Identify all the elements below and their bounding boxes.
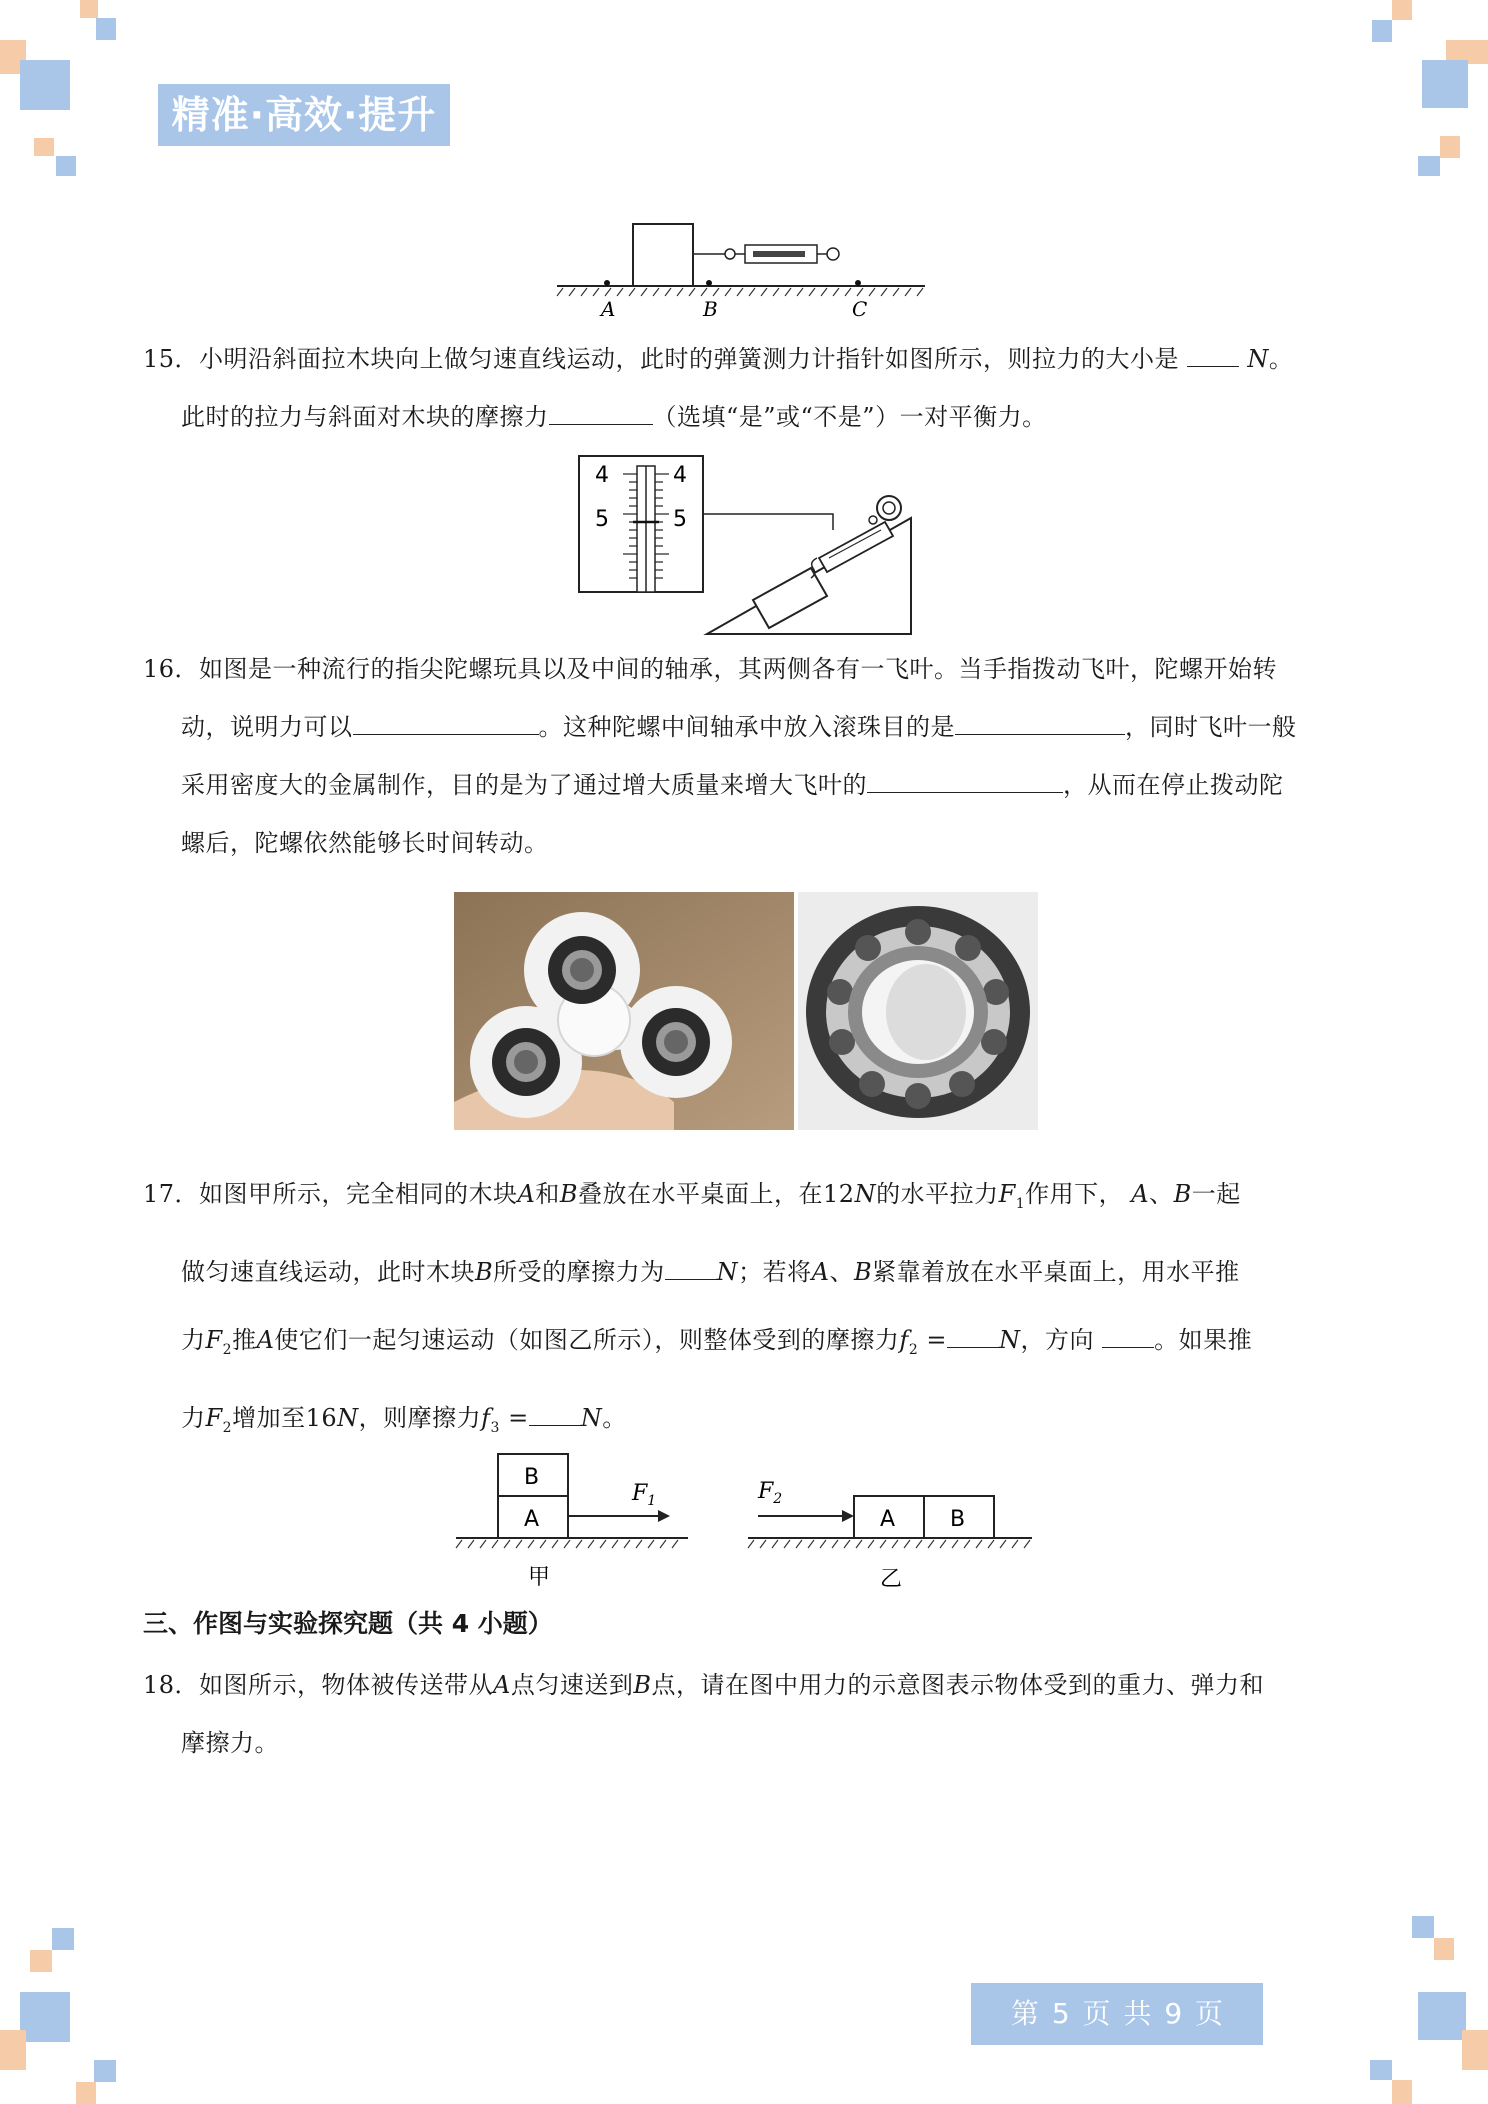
question-text: 摩擦力。	[181, 1729, 279, 1757]
scale-label-4-left: 4	[595, 463, 609, 488]
figure-label-yi: 乙	[880, 1567, 903, 1592]
question-text: 和	[535, 1180, 560, 1208]
var-f-lower: f	[481, 1403, 491, 1432]
scale-label-4-right: 4	[673, 463, 687, 488]
var-b: B	[633, 1671, 652, 1699]
question-text: 使它们一起匀速运动（如图乙所示），则整体受到的摩擦力	[274, 1325, 900, 1354]
question-text: ，方向	[1020, 1325, 1094, 1354]
var-f-lower: f	[899, 1325, 909, 1354]
answer-blank[interactable]	[1102, 1327, 1154, 1348]
question-text: 动，说明力可以	[181, 713, 353, 741]
question-number: 15．	[143, 345, 200, 373]
subscript: 2	[222, 1419, 233, 1436]
figure-block-spring-scale	[555, 220, 930, 322]
var-f: F	[205, 1403, 223, 1432]
var-a: A	[517, 1180, 536, 1208]
var-f: F	[998, 1180, 1016, 1208]
subscript: 2	[222, 1341, 233, 1358]
question-text: 如图甲所示，完全相同的木块	[199, 1180, 518, 1208]
question-text: 一起	[1191, 1180, 1241, 1208]
question-text: （选填“是”或“不是”）一对平衡力。	[652, 403, 1047, 431]
question-text: ，则摩擦力	[358, 1403, 482, 1432]
question-text: 如图所示，物体被传送带从	[199, 1671, 494, 1699]
header-banner: 精准·高效·提升	[158, 84, 450, 146]
unit: N	[580, 1403, 603, 1432]
answer-blank[interactable]	[947, 1327, 999, 1348]
question-text: 点匀速送到	[510, 1671, 634, 1699]
answer-blank[interactable]	[549, 404, 653, 425]
question-text: ，从而在停止拨动陀	[1063, 771, 1284, 799]
point-label-a: A	[601, 297, 616, 321]
equals: =	[508, 1403, 529, 1432]
question-text: 点，请在图中用力的示意图表示物体受到的重力、弹力和	[651, 1671, 1265, 1699]
scale-label-5-right: 5	[673, 507, 687, 532]
answer-blank[interactable]	[665, 1259, 717, 1280]
unit: N	[337, 1403, 359, 1432]
section-heading: 三、作图与实验探究题（共 4 小题）	[143, 1609, 553, 1638]
question-text: 作用下，	[1025, 1180, 1124, 1208]
question-text: 小明沿斜面拉木块向上做匀速直线运动，此时的弹簧测力计指针如图所示，则拉力的大小是	[199, 345, 1180, 373]
answer-blank[interactable]	[529, 1405, 581, 1426]
punctuation: 、	[1149, 1180, 1174, 1208]
block-a-label: A	[880, 1507, 896, 1532]
equals: =	[926, 1325, 947, 1354]
figure-label-jia: 甲	[528, 1565, 551, 1590]
force-value: 16	[305, 1403, 338, 1432]
point-label-c: C	[852, 297, 868, 321]
answer-blank[interactable]	[353, 714, 539, 735]
var-a: A	[493, 1671, 511, 1699]
question-text: ；若将	[738, 1257, 812, 1286]
block-b-label: B	[524, 1465, 540, 1490]
question-text: 力	[181, 1325, 206, 1354]
subscript: 1	[1015, 1195, 1026, 1212]
question-number: 16．	[143, 655, 200, 683]
unit: N	[854, 1180, 877, 1208]
var-a: A	[811, 1257, 830, 1286]
var-b: B	[475, 1257, 494, 1286]
page-number-footer: 第 5 页 共 9 页	[971, 1983, 1263, 2045]
var-b: B	[1173, 1180, 1192, 1208]
punctuation: 。	[602, 1403, 627, 1432]
question-text: 增加至	[232, 1403, 306, 1432]
block-a-label: A	[524, 1507, 540, 1532]
answer-blank[interactable]	[867, 772, 1063, 793]
var-b: B	[853, 1257, 873, 1286]
answer-blank[interactable]	[955, 714, 1125, 735]
question-18	[143, 1656, 1353, 1772]
figure-incline-spring-scale	[575, 452, 915, 638]
point-label-b: B	[703, 297, 718, 321]
question-text: 所受的摩擦力为	[493, 1257, 665, 1286]
arrow-f2-label: $F_2$	[758, 1479, 783, 1507]
question-text: 螺后，陀螺依然能够长时间转动。	[181, 829, 549, 857]
question-text: 做匀速直线运动，此时木块	[181, 1257, 475, 1286]
subscript: 3	[490, 1419, 500, 1436]
question-text: 的水平拉力	[876, 1180, 999, 1208]
question-number: 18．	[143, 1671, 200, 1699]
question-text: 紧靠着放在水平桌面上，用水平推	[872, 1257, 1240, 1286]
punctuation: 。	[1268, 345, 1294, 373]
force-value: 12	[823, 1180, 855, 1208]
question-text: 此时的拉力与斜面对木块的摩擦力	[181, 403, 549, 431]
unit: N	[716, 1257, 739, 1286]
question-text: 叠放在水平桌面上，在	[578, 1180, 824, 1208]
unit: N	[998, 1325, 1021, 1354]
block-b-label: B	[950, 1507, 966, 1532]
punctuation: 、	[829, 1257, 854, 1286]
subscript: 2	[908, 1341, 919, 1358]
var-a: A	[1131, 1180, 1150, 1208]
question-17	[143, 1160, 1353, 1461]
question-text: 推	[232, 1325, 257, 1354]
var-a: A	[256, 1325, 275, 1354]
unit: N	[1247, 345, 1269, 373]
question-text: 力	[181, 1403, 206, 1432]
fidget-spinner-photo	[454, 892, 794, 1130]
var-b: B	[559, 1180, 579, 1208]
answer-blank[interactable]	[1187, 346, 1239, 367]
question-text: 采用密度大的金属制作，目的是为了通过增大质量来增大飞叶的	[181, 771, 867, 799]
question-16	[143, 640, 1353, 872]
figure-blocks-jia-yi	[452, 1448, 1036, 1594]
var-f: F	[205, 1325, 223, 1354]
question-text: 如图是一种流行的指尖陀螺玩具以及中间的轴承，其两侧各有一飞叶。当手指拨动飞叶，陀螺开始转	[199, 655, 1278, 683]
question-text: ，同时飞叶一般	[1125, 713, 1297, 741]
arrow-f1-label: $F_1$	[632, 1481, 657, 1509]
question-15	[143, 330, 1353, 446]
question-number: 17．	[143, 1180, 200, 1208]
bearing-photo	[798, 892, 1038, 1130]
question-text: 。如果推	[1154, 1325, 1253, 1354]
question-text: 。这种陀螺中间轴承中放入滚珠目的是	[538, 713, 955, 741]
scale-label-5-left: 5	[595, 507, 609, 532]
